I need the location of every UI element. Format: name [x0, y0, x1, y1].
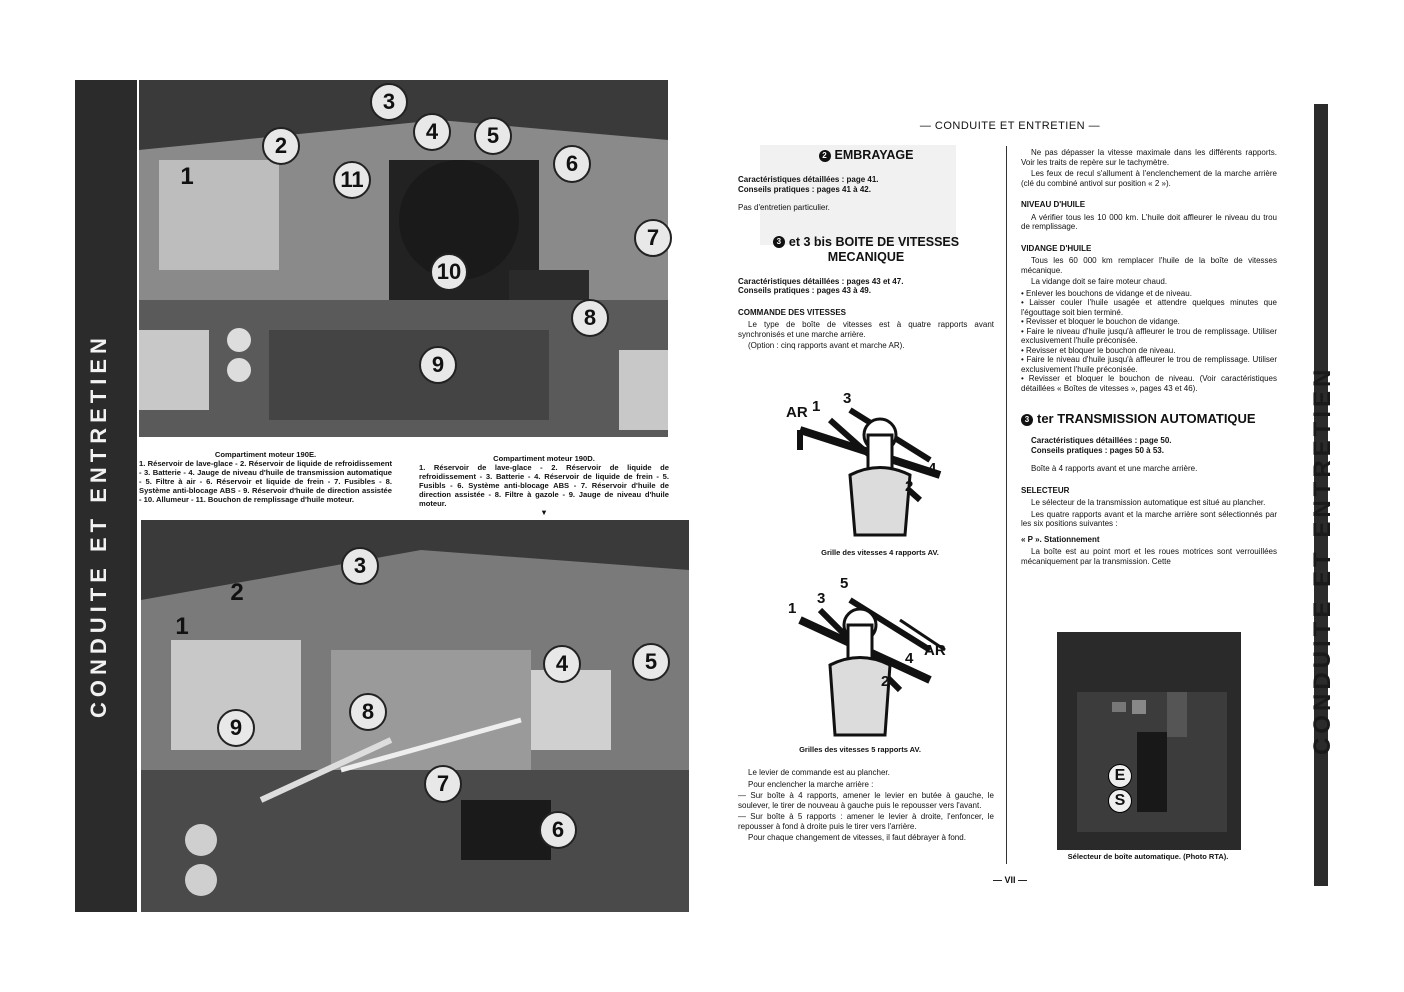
- boite-line1: Caractéristiques détaillées : pages 43 et 47.: [738, 276, 904, 286]
- label-10-top: 10: [430, 253, 468, 291]
- label-7-bottom: 7: [424, 765, 462, 803]
- label-3-top: 3: [370, 83, 408, 121]
- boite-line2: Conseils pratiques : pages 43 à 49.: [738, 286, 871, 295]
- engine-photo-190e: [139, 80, 668, 437]
- caption-190d-arrow: ▼: [540, 508, 548, 517]
- p-heading: « P ». Stationnement: [1021, 534, 1100, 544]
- selecteur-p2: Les quatre rapports avant et la marche arrière sont sélectionnés par les six positions suivantes :: [1021, 509, 1277, 528]
- gear-diagram-5: [780, 580, 955, 740]
- label-5-top: 5: [474, 117, 512, 155]
- levier-b2: — Sur boîte à 5 rapports : amener le levier à droite, l'enfoncer, le repousser à fond à droite puis le tirer vers l'arrière.: [738, 812, 994, 831]
- vidange-p2: La vidange doit se faire moteur chaud.: [1031, 277, 1168, 286]
- levier-block: [738, 768, 994, 845]
- embrayage-title: [738, 148, 994, 163]
- auto-selector-illustration: [1057, 632, 1241, 850]
- vidange-item: • Faire le niveau d'huile jusqu'à affleurer le trou de remplissage. Utiliser exclusivement l'huile préconisée.: [1021, 355, 1277, 374]
- embrayage-line2: Conseils pratiques : pages 41 à 42.: [738, 184, 871, 194]
- column-1: [738, 148, 994, 353]
- auto-title-text: ter TRANSMISSION AUTOMATIQUE: [1037, 411, 1256, 426]
- levier-p2: Pour enclencher la marche arrière :: [748, 779, 874, 789]
- label-1-bottom: 1: [175, 613, 189, 640]
- label-5-bottom: 5: [632, 643, 670, 681]
- niveau-heading: NIVEAU D'HUILE: [1021, 200, 1086, 209]
- vidange-item: • Revisser et bloquer le bouchon de niveau.: [1021, 345, 1176, 355]
- levier-p1: Le levier de commande est au plancher.: [748, 768, 890, 777]
- label-4-top: 4: [413, 113, 451, 151]
- label-3-bottom: 3: [341, 547, 379, 585]
- boite-title: [738, 235, 994, 265]
- commande-heading: COMMANDE DES VITESSES: [738, 307, 847, 317]
- label-2-top: 2: [262, 127, 300, 165]
- label-9-bottom: 9: [217, 709, 255, 747]
- selecteur-heading: SELECTEUR: [1021, 485, 1070, 495]
- vidange-item: • Revisser et bloquer le bouchon de vidange.: [1021, 317, 1180, 326]
- gear-grid-5-illustration: [780, 580, 955, 740]
- intro1: Ne pas dépasser la vitesse maximale dans les différents rapports. Voir les traits de repère sur le tachymètre.: [1021, 148, 1277, 167]
- label-8-bottom: 8: [349, 693, 387, 731]
- page-header: — CONDUITE ET ENTRETIEN —: [919, 120, 1101, 132]
- grid4-label-1: 1: [812, 398, 821, 415]
- engine-190e-illustration: [139, 80, 668, 437]
- photo-label-e: E: [1108, 764, 1132, 788]
- grid4-label-ar: AR: [786, 404, 808, 421]
- column-divider: [1006, 146, 1007, 864]
- selecteur-p1: Le sélecteur de la transmission automatique est situé au plancher.: [1031, 498, 1266, 507]
- vidange-item: • Revisser et bloquer le bouchon de niveau. (Voir caractéristiques détaillées « Boîtes de vitesses », pages 43 et 46).: [1021, 374, 1277, 393]
- boite-title-a: et 3 bis BOITE DE VITESSES: [788, 234, 960, 249]
- label-6-top: 6: [553, 145, 591, 183]
- label-4-bottom: 4: [543, 645, 581, 683]
- grid5-label-2: 2: [881, 673, 890, 690]
- embrayage-line3: Pas d'entretien particulier.: [738, 203, 830, 212]
- levier-p3: Pour chaque changement de vitesses, il faut débrayer à fond.: [748, 833, 966, 842]
- grid5-label-1: 1: [788, 600, 797, 617]
- vidange-list: [1021, 289, 1277, 394]
- grid5-label-ar: AR: [924, 642, 946, 659]
- auto-title: [1021, 411, 1277, 426]
- embrayage-title-text: EMBRAYAGE: [834, 148, 914, 162]
- grid5-label-3: 3: [817, 590, 826, 607]
- boite-num: 3: [773, 236, 785, 248]
- grid5-caption: Grilles des vitesses 5 rapports AV.: [799, 745, 921, 754]
- vidange-heading: VIDANGE D'HUILE: [1021, 243, 1092, 253]
- p-text: La boîte est au point mort et les roues motrices sont verrouillées mécaniquement par la transmission. Cette: [1021, 547, 1277, 566]
- right-side-title: CONDUITE ET ENTRETIEN: [1309, 365, 1336, 755]
- label-1-top: 1: [180, 163, 194, 190]
- auto-line1: Caractéristiques détaillées : page 50.: [1031, 436, 1172, 445]
- label-7-top: 7: [634, 219, 672, 257]
- grid4-label-4: 4: [928, 460, 937, 477]
- column-2: [1021, 148, 1277, 568]
- auto-line2: Conseils pratiques : pages 50 à 53.: [1031, 445, 1164, 455]
- niveau-text: A vérifier tous les 10 000 km. L'huile doit affleurer le niveau du trou de remplissage.: [1021, 212, 1277, 231]
- caption-190d-text: 1. Réservoir de lave-glace - 2. Réservoir de liquide de refroidissement - 3. Batterie - 4. Réservoir de liquide de frein - 5. Fusibls - 6. Système anti-blocage ABS - 7. Réservoir d'huile de direction assistée - 8. Filtre à gazole - 9. Jauge de niveau d'huile moteur.: [419, 463, 669, 508]
- caption-190e-title: Compartiment moteur 190E.: [214, 450, 317, 459]
- left-side-title: CONDUITE ET ENTRETIEN: [86, 333, 111, 718]
- caption-190e-text: 1. Réservoir de lave-glace - 2. Réservoir de liquide de refroidissement - 3. Batterie - 4. Jauge de niveau d'huile de transmission automatique - 5. Filtre à air - 6. Réservoir et liquide de frein - 7. Fusibles - 8. Système anti-blocage ABS - 9. Réservoir d'huile de direction assistée - 10. Allumeur - 11. Bouchon de remplissage d'huile moteur.: [139, 459, 392, 504]
- label-11-top: 11: [333, 161, 371, 199]
- intro2: Les feux de recul s'allument à l'enclenchement de la marche arrière (clé du combiné antivol sur position « 2 »).: [1021, 169, 1277, 188]
- vidange-item: • Faire le niveau d'huile jusqu'à affleurer le trou de remplissage. Utiliser exclusivement l'huile préconisée.: [1021, 326, 1277, 345]
- grid4-label-3: 3: [843, 390, 852, 407]
- label-8-top: 8: [571, 299, 609, 337]
- auto-num: 3: [1021, 414, 1033, 426]
- commande-text1: Le type de boîte de vitesses est à quatre rapports avant synchronisés et une marche arrière.: [738, 320, 994, 339]
- photo-label-s: S: [1108, 789, 1132, 813]
- grid4-label-2: 2: [905, 478, 914, 495]
- caption-190d-title: Compartiment moteur 190D.: [493, 454, 595, 463]
- label-2-bottom: 2: [230, 579, 244, 606]
- vidange-item: • Laisser couler l'huile usagée et attendre quelques minutes que l'égouttage soit bien terminé.: [1021, 298, 1277, 317]
- page-footer: — VII —: [992, 875, 1027, 885]
- embrayage-line1: Caractéristiques détaillées : page 41.: [738, 175, 879, 184]
- vidange-item: • Enlever les bouchons de vidange et de niveau.: [1021, 288, 1192, 298]
- levier-b1: — Sur boîte à 4 rapports, amener le levier en butée à gauche, le soulever, le tirer de nouveau à gauche puis le repousser vers l'avant.: [738, 791, 994, 810]
- auto-selector-photo: [1057, 632, 1241, 850]
- grid5-label-4: 4: [905, 650, 914, 667]
- commande-text2: (Option : cinq rapports avant et marche AR).: [748, 341, 905, 350]
- vidange-p1: Tous les 60 000 km remplacer l'huile de la boîte de vitesses mécanique.: [1021, 256, 1277, 275]
- embrayage-num: 2: [819, 150, 831, 162]
- grid4-caption: Grille des vitesses 4 rapports AV.: [821, 548, 939, 557]
- caption-190e: [139, 450, 392, 504]
- label-6-bottom: 6: [539, 811, 577, 849]
- boite-title-b: MECANIQUE: [827, 249, 905, 264]
- caption-190d: [419, 454, 669, 517]
- label-9-top: 9: [419, 346, 457, 384]
- auto-photo-caption: Sélecteur de boîte automatique. (Photo RTA).: [1067, 852, 1229, 861]
- grid5-label-5: 5: [840, 575, 849, 592]
- auto-line3: Boîte à 4 rapports avant et une marche arrière.: [1031, 464, 1198, 473]
